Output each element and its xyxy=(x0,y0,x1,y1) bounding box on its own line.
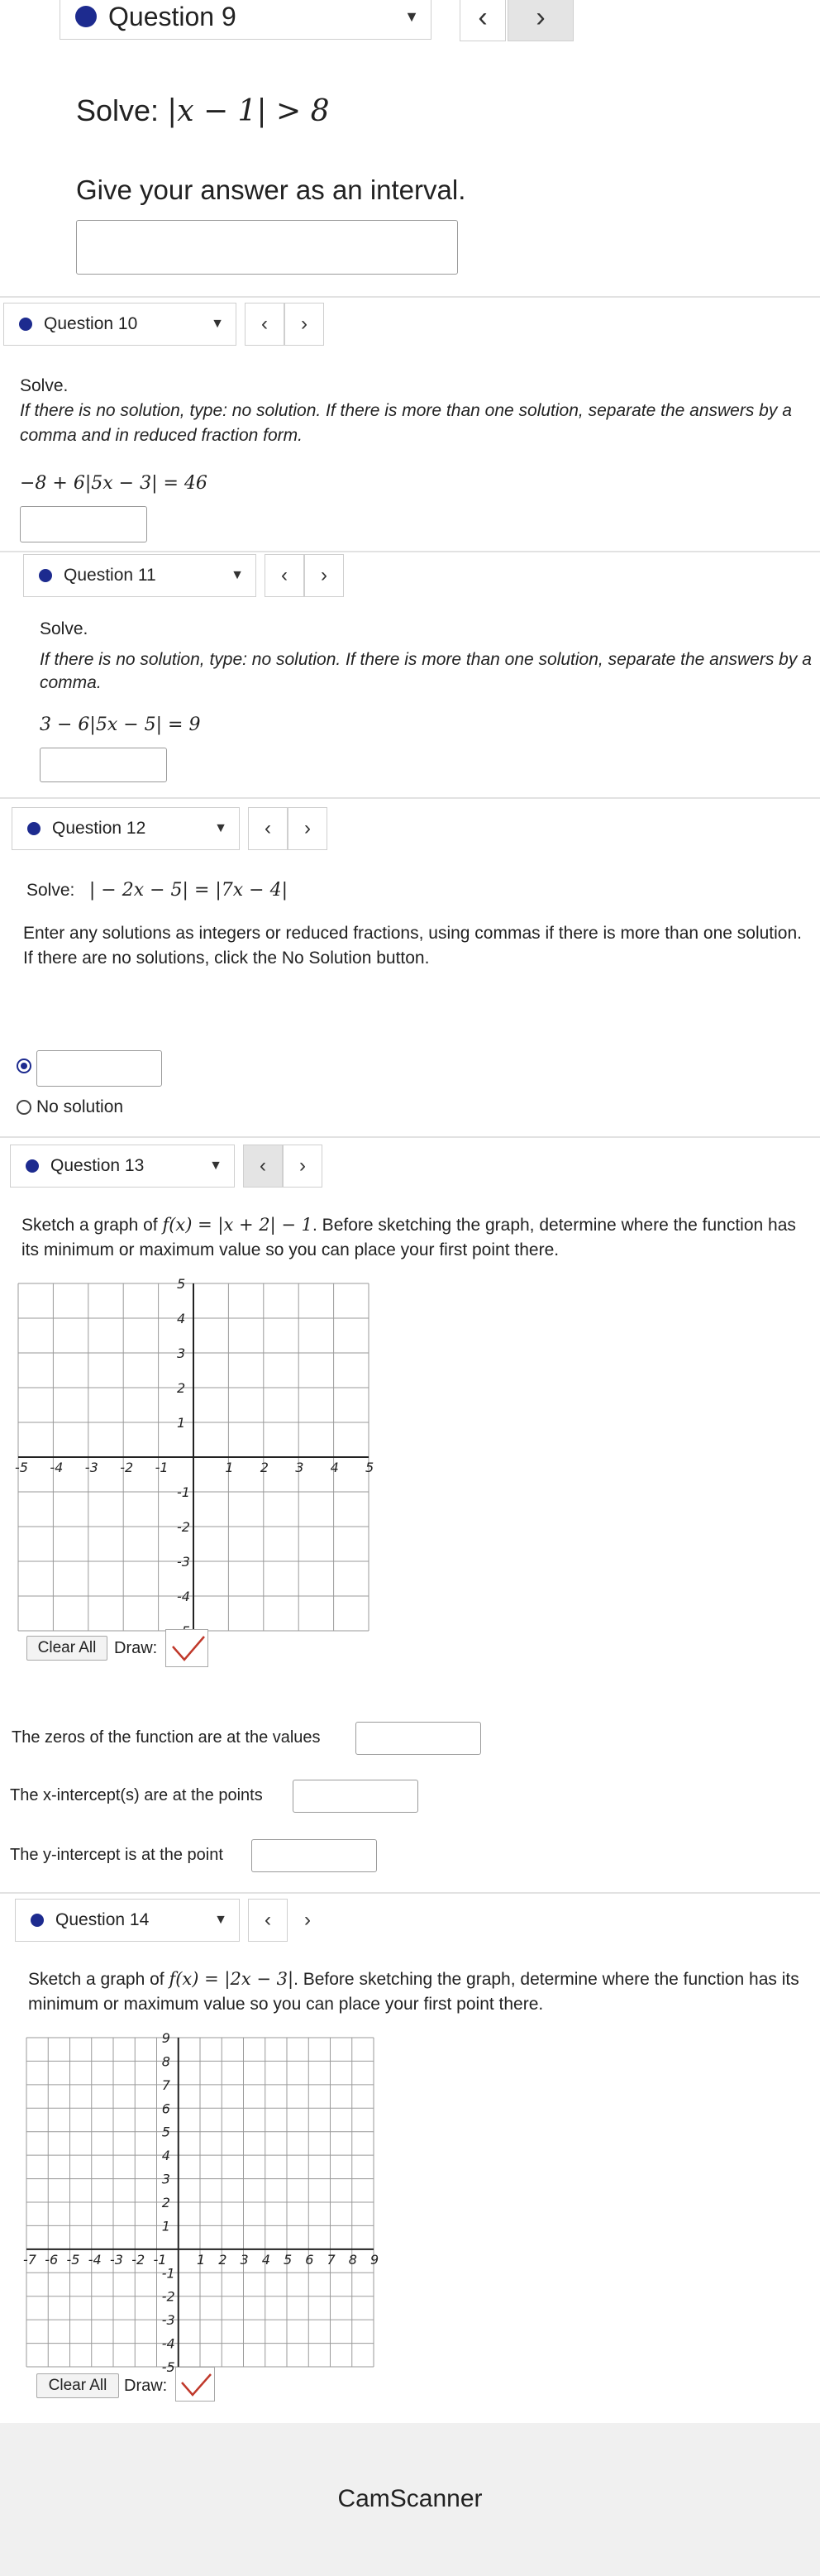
chevron-down-icon: ▼ xyxy=(214,1913,227,1927)
x-tick-label: -4 xyxy=(50,1460,64,1475)
x-tick-label: -6 xyxy=(45,2251,59,2268)
chevron-left-icon: ‹ xyxy=(265,1909,271,1931)
next-question-button[interactable] xyxy=(508,0,574,41)
q11-solve-label: Solve. xyxy=(40,619,88,638)
q9-prompt xyxy=(76,93,330,130)
y-tick-label: -4 xyxy=(161,2335,175,2352)
x-tick-label: 1 xyxy=(225,1460,234,1475)
y-tick-label: 7 xyxy=(161,2077,170,2093)
question-status-dot xyxy=(75,6,97,27)
question-12-label: Question 12 xyxy=(52,819,146,838)
radio-selected-dot xyxy=(21,1063,27,1069)
q14-graph-grid[interactable] xyxy=(23,2030,379,2375)
question-status-dot xyxy=(39,569,52,582)
q10-answer-input[interactable] xyxy=(20,506,147,542)
chevron-right-icon: › xyxy=(321,564,327,586)
y-tick-label: -5 xyxy=(161,2359,175,2375)
x-tick-label: 5 xyxy=(365,1460,374,1475)
y-tick-label: 6 xyxy=(161,2100,170,2117)
chevron-down-icon: ▼ xyxy=(211,317,224,331)
y-tick-label: -3 xyxy=(161,2312,175,2329)
y-tick-label: -2 xyxy=(177,1519,190,1535)
y-tick-label: 5 xyxy=(177,1276,186,1292)
y-tick-label: 4 xyxy=(161,2148,170,2164)
y-tick-label: 2 xyxy=(177,1380,186,1396)
q13-prompt-before: Sketch a graph of xyxy=(21,1216,158,1235)
x-tick-label: 5 xyxy=(284,2251,293,2268)
x-tick-label: -5 xyxy=(66,2251,80,2268)
next-question-button[interactable] xyxy=(304,554,344,597)
question-10-selector[interactable] xyxy=(3,303,236,346)
q10-instruction: If there is no solution, type: no solution. If there is more than one solution, separate the answers by a comma and in reduced fraction form. xyxy=(20,401,792,445)
chevron-right-icon: › xyxy=(301,313,308,335)
q14-prompt xyxy=(28,1967,813,2017)
draw-tool-button[interactable] xyxy=(175,2367,215,2402)
draw-label: Draw: xyxy=(114,1639,158,1657)
x-tick-label: -7 xyxy=(23,2251,36,2268)
x-intercepts-label: The x-intercept(s) are at the points xyxy=(10,1786,263,1804)
question-11-label: Question 11 xyxy=(64,566,156,585)
q11-equation: 3 − 6|5x − 5| = 9 xyxy=(40,714,201,735)
question-status-dot xyxy=(27,822,41,835)
x-tick-label: 7 xyxy=(327,2251,336,2268)
chevron-left-icon: ‹ xyxy=(260,1154,266,1177)
question-status-dot xyxy=(19,318,32,331)
prev-question-button[interactable] xyxy=(265,554,304,597)
q9-equation: |x − 1| > 8 xyxy=(167,94,330,128)
next-question-button[interactable] xyxy=(283,1145,322,1188)
divider xyxy=(0,1136,820,1138)
no-solution-label[interactable]: No solution xyxy=(36,1097,124,1116)
prev-question-button[interactable] xyxy=(245,303,284,346)
q10-equation: −8 + 6|5x − 3| = 46 xyxy=(20,473,207,494)
chevron-left-icon: ‹ xyxy=(261,313,268,335)
q14-prompt-after: . Before sketching the graph, determine where the function has its minimum or maximum value so you can place your first point there. xyxy=(28,1970,799,2014)
checkmark-icon xyxy=(176,2368,216,2402)
q12-equation: | − 2x − 5| = |7x − 4| xyxy=(88,880,288,901)
y-tick-label: 9 xyxy=(161,2030,170,2046)
y-tick-label: -2 xyxy=(161,2288,175,2305)
y-tick-label: 1 xyxy=(177,1415,186,1431)
y-intercept-input[interactable] xyxy=(251,1839,377,1872)
next-question-button[interactable] xyxy=(288,807,327,850)
chevron-left-icon: ‹ xyxy=(281,564,288,586)
x-tick-label: -4 xyxy=(88,2251,102,2268)
y-tick-label: -1 xyxy=(177,1484,190,1500)
no-solution-radio[interactable] xyxy=(17,1100,31,1115)
q12-instruction: Enter any solutions as integers or reduced fractions, using commas if there is more than one solution. If there are no solutions, click the No Solution button. xyxy=(23,924,802,968)
q9-prompt-prefix: Solve: xyxy=(76,93,160,127)
q14-prompt-before: Sketch a graph of xyxy=(28,1970,164,1989)
prev-question-button[interactable] xyxy=(460,0,506,41)
x-tick-label: 6 xyxy=(305,2251,314,2268)
chevron-right-icon: › xyxy=(299,1154,306,1177)
question-9-selector[interactable] xyxy=(60,0,431,40)
chevron-right-icon: › xyxy=(304,1909,311,1931)
x-tick-label: 8 xyxy=(348,2251,357,2268)
question-14-label: Question 14 xyxy=(55,1910,150,1929)
chevron-left-icon: ‹ xyxy=(265,817,271,839)
x-tick-label: -5 xyxy=(15,1460,28,1475)
question-13-selector[interactable] xyxy=(10,1145,235,1188)
question-14-selector[interactable] xyxy=(15,1899,240,1942)
next-question-button[interactable] xyxy=(288,1899,327,1942)
y-tick-label: 4 xyxy=(177,1311,186,1326)
chevron-right-icon: › xyxy=(536,1,546,33)
q12-prompt-prefix: Solve: xyxy=(26,881,75,900)
y-intercept-label: The y-intercept is at the point xyxy=(10,1846,223,1864)
q14-function: f(x) = |2x − 3| xyxy=(169,1969,294,1989)
y-tick-label: 3 xyxy=(177,1345,186,1361)
x-tick-label: 4 xyxy=(261,2251,270,2268)
question-status-dot xyxy=(26,1159,39,1173)
divider xyxy=(0,1892,820,1894)
chevron-down-icon: ▼ xyxy=(209,1159,222,1173)
x-tick-label: 3 xyxy=(295,1460,304,1475)
divider xyxy=(0,296,820,298)
y-tick-label: -4 xyxy=(177,1589,190,1604)
clear-all-button[interactable]: Clear All xyxy=(36,2373,119,2398)
q9-answer-input[interactable] xyxy=(76,220,458,275)
q13-graph-grid[interactable] xyxy=(15,1276,374,1631)
x-tick-label: 2 xyxy=(260,1460,269,1475)
x-tick-label: -1 xyxy=(155,1460,169,1475)
x-tick-label: 3 xyxy=(240,2251,249,2268)
y-tick-label: -1 xyxy=(161,2265,175,2282)
q13-prompt xyxy=(21,1212,817,1263)
q9-instruction: Give your answer as an interval. xyxy=(76,174,466,205)
divider xyxy=(0,551,820,552)
prev-question-button[interactable] xyxy=(243,1145,283,1188)
q11-instruction: If there is no solution, type: no solution. If there is more than one solution, separate the answers by a comma. xyxy=(40,650,812,692)
camscanner-watermark: CamScanner xyxy=(337,2485,483,2512)
x-tick-label: 2 xyxy=(218,2251,227,2268)
chevron-down-icon: ▼ xyxy=(231,568,244,582)
y-tick-label: 2 xyxy=(161,2195,170,2210)
q13-function: f(x) = |x + 2| − 1 xyxy=(162,1215,313,1235)
divider xyxy=(0,797,820,799)
prev-question-button[interactable] xyxy=(248,1899,288,1942)
y-tick-label: -3 xyxy=(177,1554,190,1570)
q10-solve-label: Solve. xyxy=(20,376,69,395)
y-tick-label: 5 xyxy=(161,2124,170,2140)
draw-tool-button[interactable] xyxy=(165,1629,208,1667)
y-tick-label: 1 xyxy=(161,2218,170,2234)
q12-prompt xyxy=(26,878,288,903)
y-tick-label: 3 xyxy=(161,2171,170,2187)
draw-label: Draw: xyxy=(124,2377,168,2395)
x-tick-label: -2 xyxy=(131,2251,145,2268)
chevron-down-icon: ▼ xyxy=(214,821,227,835)
question-10-label: Question 10 xyxy=(44,314,138,333)
q11-answer-input[interactable] xyxy=(40,748,167,782)
prev-question-button[interactable] xyxy=(248,807,288,850)
x-tick-label: -1 xyxy=(153,2251,167,2268)
chevron-down-icon: ▼ xyxy=(404,7,419,25)
chevron-right-icon: › xyxy=(304,817,311,839)
q12-answer-input[interactable] xyxy=(36,1050,162,1087)
y-tick-label: 8 xyxy=(161,2053,170,2070)
question-12-selector[interactable] xyxy=(12,807,240,850)
question-11-selector[interactable] xyxy=(23,554,256,597)
x-tick-label: 1 xyxy=(197,2251,206,2268)
x-intercepts-input[interactable] xyxy=(293,1780,418,1813)
x-tick-label: -2 xyxy=(120,1460,134,1475)
zeros-input[interactable] xyxy=(355,1722,481,1755)
q12-answer-radio[interactable] xyxy=(17,1059,31,1073)
checkmark-icon xyxy=(166,1630,209,1668)
zeros-label: The zeros of the function are at the values xyxy=(12,1728,321,1747)
next-question-button[interactable] xyxy=(284,303,324,346)
x-tick-label: 4 xyxy=(330,1460,339,1475)
x-tick-label: -3 xyxy=(84,1460,98,1475)
question-13-label: Question 13 xyxy=(50,1156,145,1175)
x-tick-label: -3 xyxy=(110,2251,123,2268)
question-9-label: Question 9 xyxy=(108,1,236,31)
q13-prompt-after: . Before sketching the graph, determine where the function has its minimum or maximum value so you can place your first point there. xyxy=(21,1216,796,1259)
x-tick-label: 9 xyxy=(370,2251,379,2268)
clear-all-button[interactable]: Clear All xyxy=(26,1636,107,1661)
question-status-dot xyxy=(31,1914,44,1927)
chevron-left-icon: ‹ xyxy=(478,1,488,33)
